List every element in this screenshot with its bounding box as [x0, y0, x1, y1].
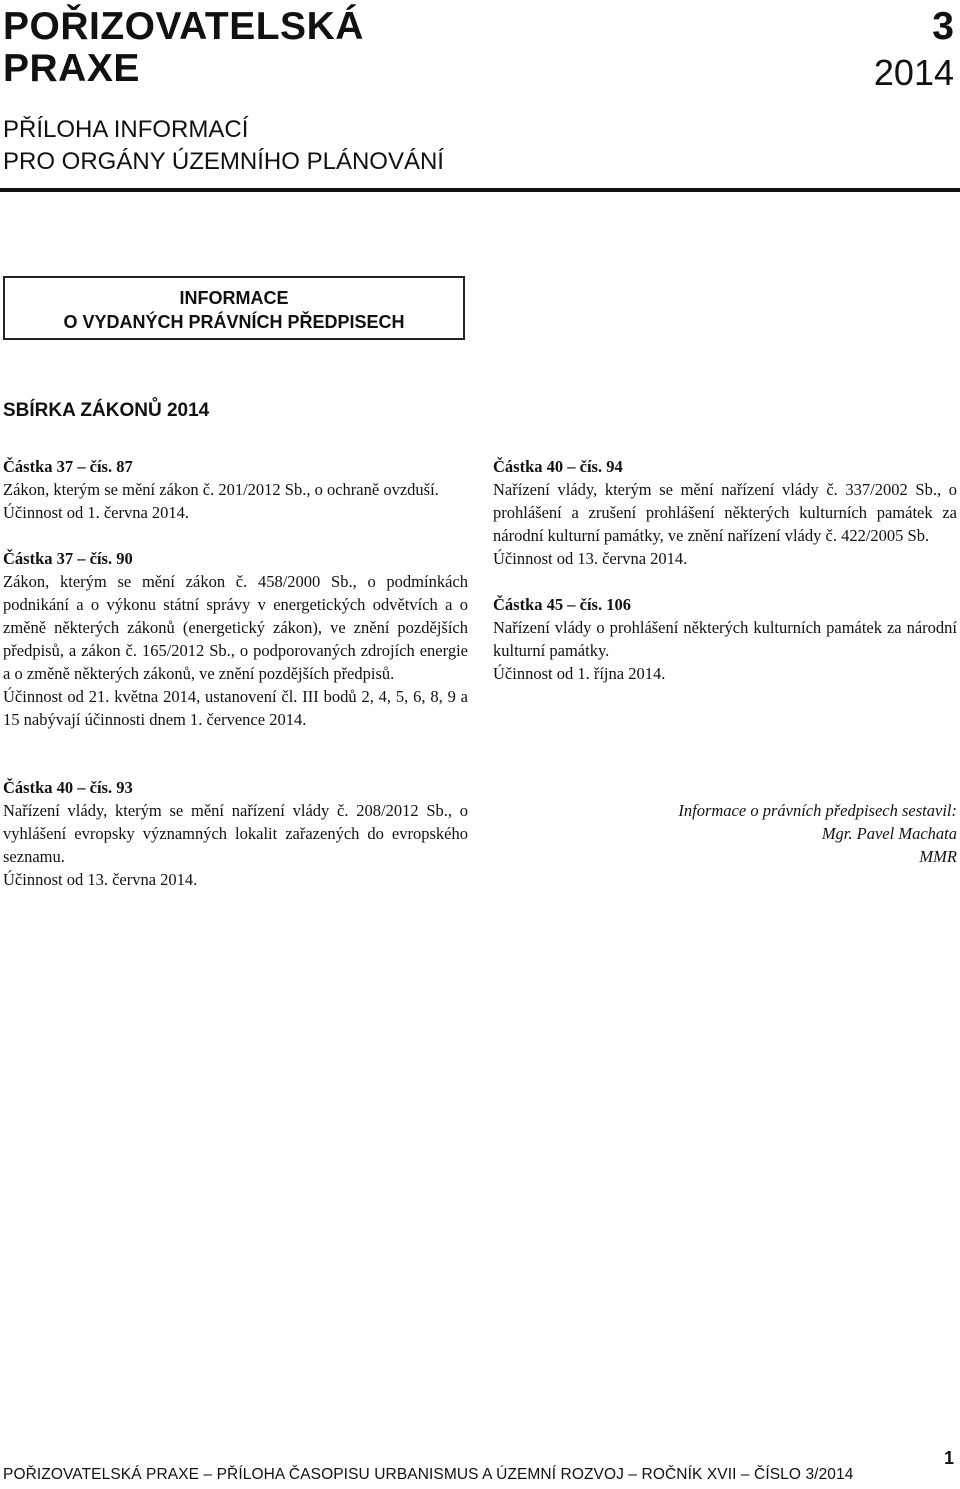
compiler-credit	[580, 799, 957, 868]
compiler-line1: Informace o právních předpisech sestavil:	[678, 801, 957, 820]
publication-title	[3, 6, 364, 90]
left-column-lower	[3, 776, 468, 914]
entry-reference: Částka 37 – čís. 90	[3, 549, 133, 568]
publication-title-line1: POŘIZOVATELSKÁ	[3, 5, 364, 48]
issue-year: 2014	[873, 52, 954, 93]
subtitle-line2: PRO ORGÁNY ÚZEMNÍHO PLÁNOVÁNÍ	[3, 148, 444, 175]
entry-text: Zákon, kterým se mění zákon č. 201/2012 Sb., o ochraně ovzduší.	[3, 480, 439, 499]
entry-effective: Účinnost od 1. října 2014.	[493, 664, 666, 683]
page-number: 1	[943, 1448, 954, 1468]
law-entry	[3, 547, 468, 731]
compiler-organization: MMR	[919, 847, 957, 866]
publication-subtitle	[3, 114, 444, 178]
header-divider	[0, 188, 960, 192]
issue-number: 3	[932, 5, 954, 48]
law-entry	[493, 455, 957, 570]
entry-text: Nařízení vlády, kterým se mění nařízení vlády č. 337/2002 Sb., o prohlášení a zrušení prohlášení některých kulturních památek za národní kulturní památky, ve znění nařízení vlády č. 422/2005 Sb.	[493, 480, 957, 545]
compiler-name: Mgr. Pavel Machata	[821, 824, 957, 843]
entry-text: Nařízení vlády o prohlášení některých kulturních památek za národní kulturní památky.	[493, 618, 957, 660]
entry-text: Nařízení vlády, kterým se mění nařízení vlády č. 208/2012 Sb., o vyhlášení evropsky významných lokalit zařazených do evropského seznamu.	[3, 801, 468, 866]
section-heading: SBÍRKA ZÁKONŮ 2014	[3, 400, 210, 421]
subtitle-line1: PŘÍLOHA INFORMACÍ	[3, 116, 249, 143]
entry-effective: Účinnost od 21. května 2014, ustanovení čl. III bodů 2, 4, 5, 6, 8, 9 a 15 nabývají účinnosti dnem 1. července 2014.	[3, 687, 468, 729]
entry-effective: Účinnost od 13. června 2014.	[3, 870, 198, 889]
entry-reference: Částka 45 – čís. 106	[493, 595, 631, 614]
left-column	[3, 455, 468, 754]
entry-reference: Částka 40 – čís. 93	[3, 778, 133, 797]
law-entry	[493, 593, 957, 685]
entry-reference: Částka 40 – čís. 94	[493, 457, 623, 476]
entry-effective: Účinnost od 1. června 2014.	[3, 503, 190, 522]
information-box	[3, 276, 465, 340]
information-box-line2: O VYDANÝCH PRÁVNÍCH PŘEDPISECH	[63, 312, 405, 332]
entry-reference: Částka 37 – čís. 87	[3, 457, 133, 476]
entry-effective: Účinnost od 13. června 2014.	[493, 549, 688, 568]
information-box-line1: INFORMACE	[179, 288, 289, 308]
page-footer: POŘIZOVATELSKÁ PRAXE – PŘÍLOHA ČASOPISU URBANISMUS A ÚZEMNÍ ROZVOJ – ROČNÍK XVII – ČÍSLO 3/2014	[3, 1466, 854, 1483]
entry-text: Zákon, kterým se mění zákon č. 458/2000 Sb., o podmínkách podnikání a o výkonu státní správy v energetických odvětvích a o změně některých zákonů (energetický zákon), ve znění pozdějších předpisů, a zákon č. 165/2012 Sb., o podporovaných zdrojích energie a o změně některých zákonů, ve znění pozdějších předpisů.	[3, 572, 468, 683]
right-column	[493, 455, 957, 708]
law-entry	[3, 455, 468, 524]
law-entry	[3, 776, 468, 891]
publication-title-line2: PRAXE	[3, 47, 140, 90]
